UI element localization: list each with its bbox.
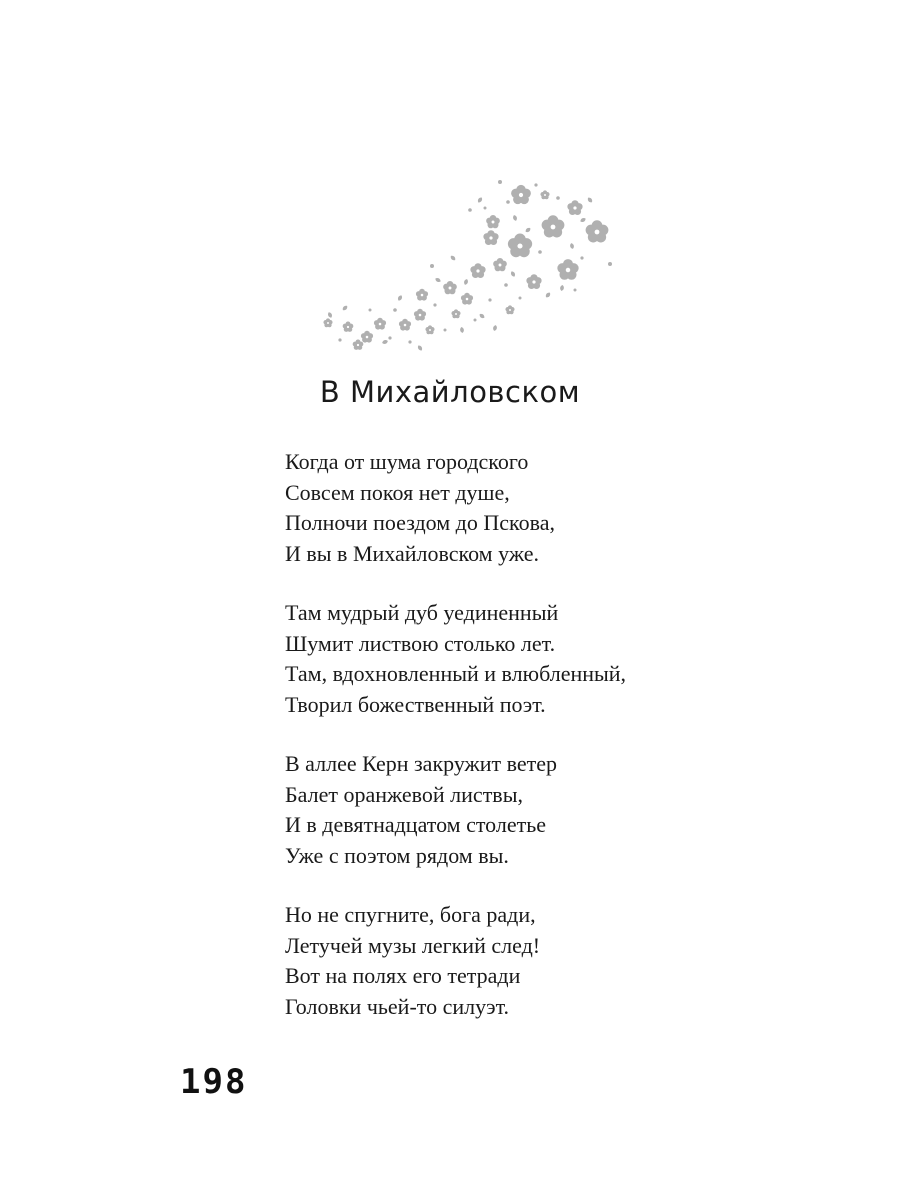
poem-line: Головки чьей-то силуэт. xyxy=(285,993,510,1019)
poem-line: Совсем покоя нет душе, xyxy=(285,479,510,505)
poem-line: Там мудрый дуб уединенный xyxy=(285,600,559,625)
poem-line: Летучей музы легкий след! xyxy=(285,932,541,958)
poem-line: Творил божественный поэт. xyxy=(285,691,546,717)
poem-line: Уже с поэтом рядом вы. xyxy=(285,842,509,868)
poem-stanza xyxy=(285,749,626,871)
poem-title: В Михайловском xyxy=(319,375,581,409)
poem-line: И вы в Михайловском уже. xyxy=(285,540,539,566)
poem-line: Там, вдохновленный и влюбленный, xyxy=(285,661,627,686)
poem-line: Полночи поездом до Пскова, xyxy=(285,510,555,535)
poem-stanza xyxy=(285,598,626,720)
poem-line: Вот на полях его тетради xyxy=(285,963,521,988)
poem-line: И в девятнадцатом столетье xyxy=(285,812,547,837)
flower-scatter-ornament xyxy=(310,170,630,370)
poem-line: Но не спугните, бога ради, xyxy=(285,902,536,927)
poem-body xyxy=(285,447,626,1051)
poem-stanza xyxy=(285,900,626,1022)
poem-line: Балет оранжевой листвы, xyxy=(285,781,523,807)
poem-line: Когда от шума городского xyxy=(285,449,529,474)
poem-line: Шумит листвою столько лет. xyxy=(285,630,556,656)
page-number: 198 xyxy=(180,1062,248,1102)
poem-stanza xyxy=(285,447,626,569)
poem-line: В аллее Керн закружит ветер xyxy=(285,751,558,776)
